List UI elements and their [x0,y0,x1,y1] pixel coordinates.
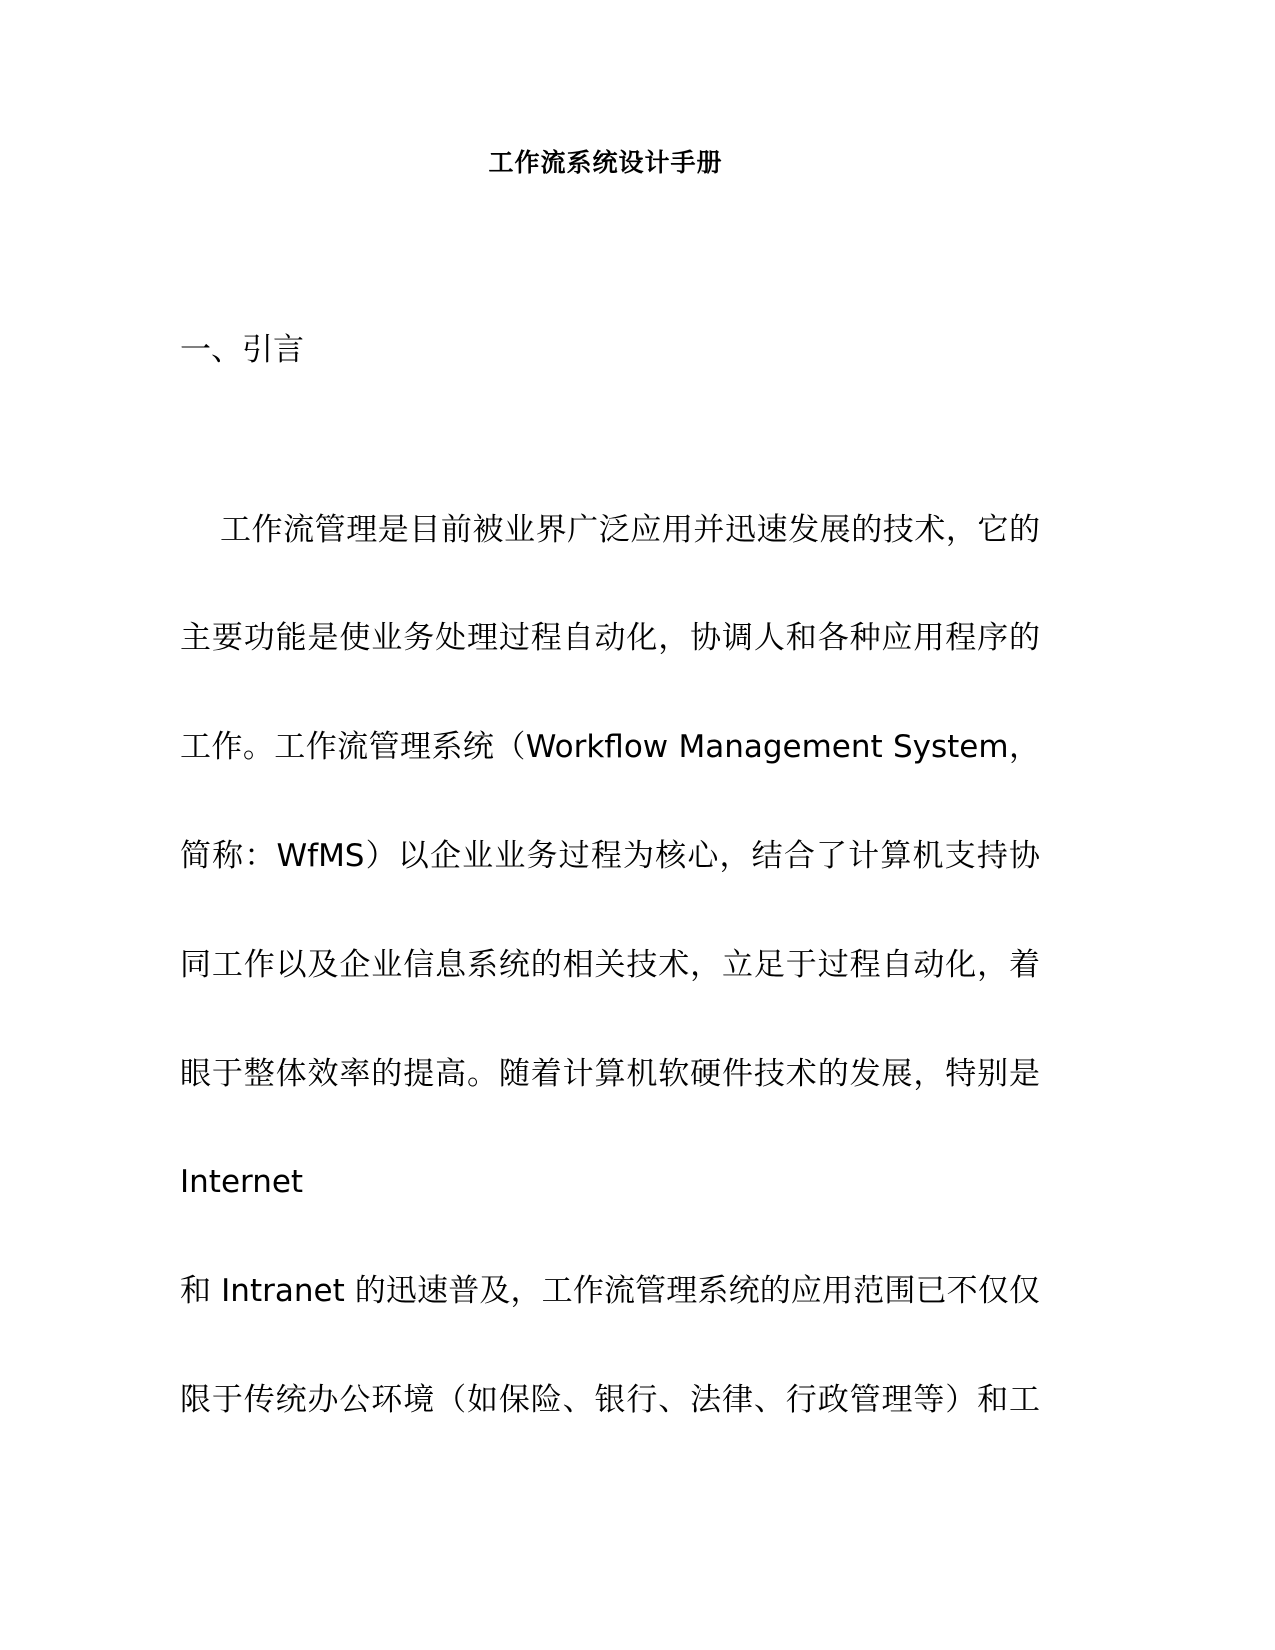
paragraph-line: 同工作以及企业信息系统的相关技术，立足于过程自动化，着 [180,947,1040,983]
paragraph-line: Internet [180,1164,304,1200]
paragraph-line: 眼于整体效率的提高。随着计算机软硬件技术的发展，特别是 [180,1056,1040,1092]
section-heading: 一、引言 [180,332,304,368]
paragraph-line: 主要功能是使业务处理过程自动化，协调人和各种应用程序的 [180,620,1040,656]
paragraph-line: 工作。工作流管理系统（Workflow Management System， [180,729,1040,765]
paragraph-line: 和 Intranet 的迅速普及，工作流管理系统的应用范围已不仅仅 [180,1273,1040,1309]
document-title: 工作流系统设计手册 [488,148,723,177]
paragraph-line: 限于传统办公环境（如保险、银行、法律、行政管理等）和工 [180,1382,1040,1418]
paragraph-line: 简称：WfMS）以企业业务过程为核心，结合了计算机支持协 [180,838,1040,874]
paragraph-line: 工作流管理是目前被业界广泛应用并迅速发展的技术，它的 [220,512,1040,548]
